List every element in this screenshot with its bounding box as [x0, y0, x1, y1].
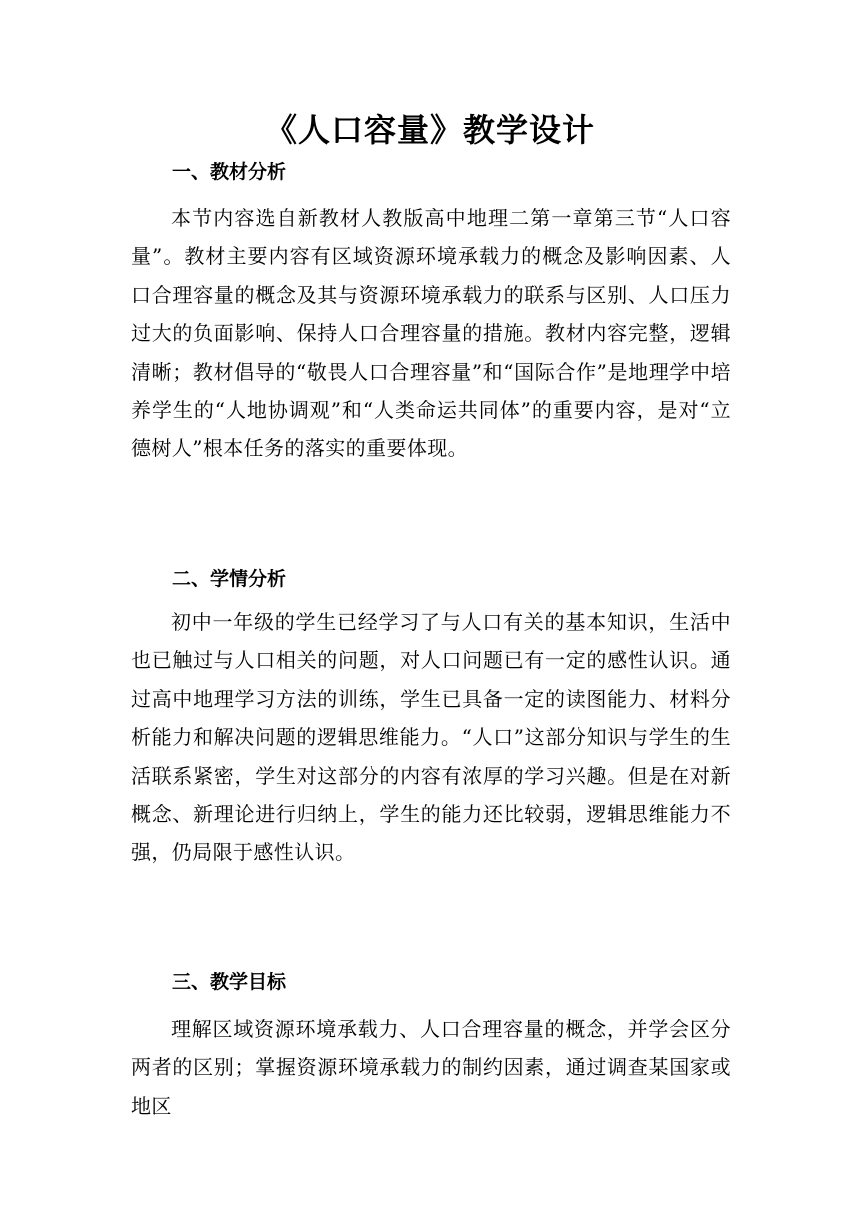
section-heading-textbook-analysis: 一、教材分析 — [172, 161, 287, 183]
document-title: 《人口容量》教学设计 — [264, 111, 595, 149]
section-body-teaching-objectives: 理解区域资源环境承载力、人口合理容量的概念，并学会区分两者的区别；掌握资源环境承载力的制约因素，通过调查某国家或地区 — [131, 1017, 731, 1118]
section-heading-teaching-objectives: 三、教学目标 — [172, 971, 287, 993]
section-body-textbook-analysis: 本节内容选自新教材人教版高中地理二第一章第三节“人口容量”。教材主要内容有区域资源环境承载力的概念及影响因素、人口合理容量的概念及其与资源环境承载力的联系与区别、人口压力过大的负面影响、保持人口合理容量的措施。教材内容完整，逻辑清晰；教材倡导的“敬畏人口合理容量”和“国际合作”是地理学中培养学生的“人地协调观”和“人类命运共同体”的重要内容，是对“立德树人”根本任务的落实的重要体现。 — [131, 206, 731, 461]
section-body-student-analysis: 初中一年级的学生已经学习了与人口有关的基本知识，生活中也已触过与人口相关的问题，对人口问题已有一定的感性认识。通过高中地理学习方法的训练，学生已具备一定的读图能力、材料分析能力和解决问题的逻辑思维能力。“人口”这部分知识与学生的生活联系紧密，学生对这部分的内容有浓厚的学习兴趣。但是在对新概念、新理论进行归纳上，学生的能力还比较弱，逻辑思维能力不强，仍局限于感性认识。 — [131, 610, 731, 865]
section-heading-student-analysis: 二、学情分析 — [172, 568, 287, 590]
